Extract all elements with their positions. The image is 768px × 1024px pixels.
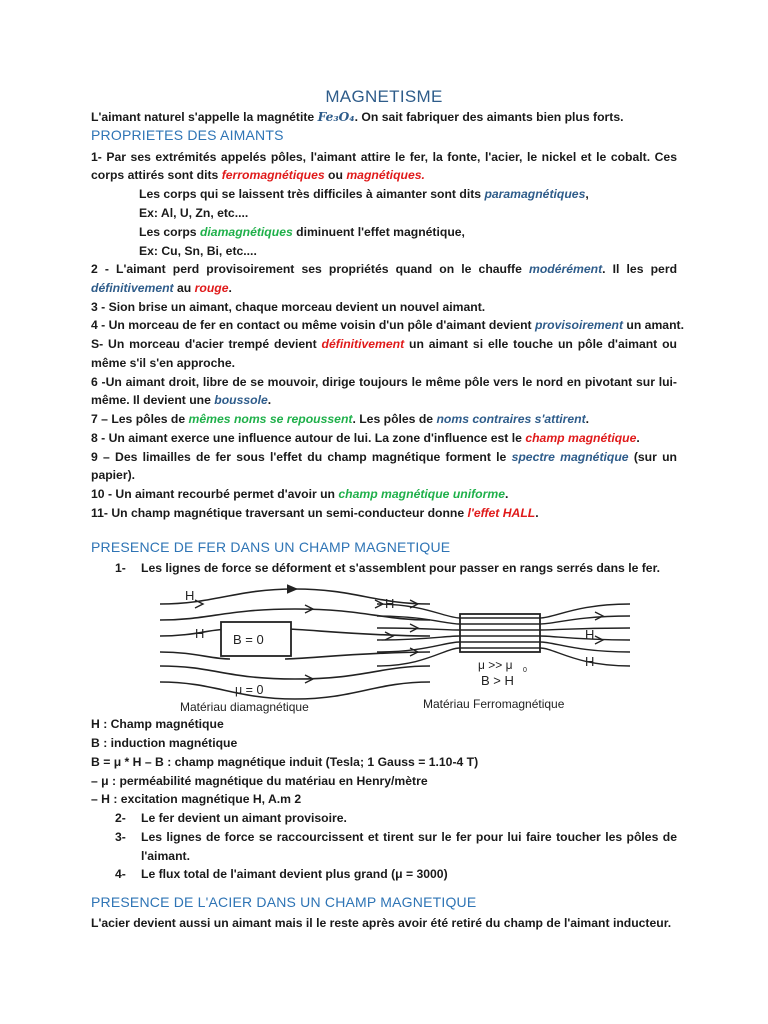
diamagnetic-box-label: B = 0 (233, 632, 264, 647)
diamagnetic-caption: Matériau diamagnétique (180, 700, 309, 714)
fer-item-3-line-a: 3- Les lignes de force se raccourcissent et tirent sur le fer pour lui faire toucher les pôles de (115, 830, 677, 844)
fer-item-3-line-b: l'aimant. (141, 849, 190, 863)
prop-7: 7 – Les pôles de mêmes noms se repoussent. Les pôles de noms contraires s'attirent. (91, 412, 590, 426)
prop-6-line-a: 6 -Un aimant droit, libre de se mouvoir, dirige toujours le même pôle vers le nord en pivotant sur lui- (91, 375, 677, 389)
prop-1-line-a: 1- Par ses extrémités appelés pôles, l'aimant attire le fer, la fonte, l'acier, le nickel et le cobalt. Ces (91, 150, 677, 164)
section-heading-fer: PRESENCE DE FER DANS UN CHAMP MAGNETIQUE (91, 539, 451, 555)
magnetic-field-figure (155, 584, 635, 716)
prop-11: 11- Un champ magnétique traversant un semi-conducteur donne l'effet HALL. (91, 506, 539, 520)
ferro-mu-subscript: 0 (523, 667, 527, 674)
prop-1-line-b: corps attirés sont dits ferromagnétiques ou magnétiques. (91, 168, 425, 182)
page-title: MAGNETISME (325, 87, 443, 106)
section-heading-proprietes: PROPRIETES DES AIMANTS (91, 127, 284, 143)
section-heading-acier: PRESENCE DE L'ACIER DANS UN CHAMP MAGNETIQUE (91, 894, 477, 910)
fer-item-1: 1- Les lignes de force se déforment et s'assemblent pour passer en rangs serrés dans le fer. (115, 561, 661, 575)
prop-1-line-f: Ex: Cu, Sn, Bi, etc.... (139, 244, 257, 258)
definition-b: B : induction magnétique (91, 736, 238, 750)
prop-6-line-b: même. Il devient une boussole. (91, 393, 272, 407)
prop-5-line-b: même s'il s'en approche. (91, 356, 235, 370)
fer-item-4: 4- Le flux total de l'aimant devient plus grand (μ = 3000) (115, 867, 448, 881)
prop-5-line-a: S- Un morceau d'acier trempé devient définitivement un aimant si elle touche un pôle d'aimant ou (91, 337, 677, 351)
prop-8: 8 - Un aimant exerce une influence autour de lui. La zone d'influence est le champ magnétique. (91, 431, 640, 445)
magnetite-formula: Fe₃O₄ (317, 110, 355, 124)
prop-3: 3 - Sion brise un aimant, chaque morceau devient un nouvel aimant. (91, 300, 486, 314)
prop-1-line-d: Ex: Al, U, Zn, etc.... (139, 206, 249, 220)
diamagnetic-mu-label: μ = 0 (235, 683, 264, 697)
ferro-h-label-1: H (385, 596, 395, 611)
definition-b-formula: B = μ * H – B : champ magnétique induit (Tesla; 1 Gauss = 1.10-4 T) (91, 755, 479, 769)
ferro-mu-label: μ >> μ (478, 658, 513, 672)
ferro-h-label-3: H (585, 654, 595, 669)
definition-mu: – μ : perméabilité magnétique du matériau en Henry/mètre (91, 774, 428, 788)
prop-4: 4 - Un morceau de fer en contact ou même voisin d'un pôle d'aimant devient provisoirement un amant. (91, 318, 684, 332)
acier-paragraph: L'acier devient aussi un aimant mais il le reste après avoir été retiré du champ de l'aimant inducteur. (91, 916, 672, 930)
prop-9-line-a: 9 – Des limailles de fer sous l'effet du champ magnétique forment le spectre magnétique (sur un (91, 450, 677, 464)
intro-line: L'aimant naturel s'appelle la magnétite Fe₃O₄. On sait fabriquer des aimants bien plus forts. (91, 110, 624, 124)
ferro-h-label-2: H (585, 627, 595, 642)
prop-1-line-c: Les corps qui se laissent très difficiles à aimanter sont dits paramagnétiques, (139, 187, 589, 201)
definition-h-excitation: – H : excitation magnétique H, A.m 2 (91, 792, 302, 806)
prop-2-line-a: 2 - L'aimant perd provisoirement ses propriétés quand on le chauffe modérément. Il les perd (91, 262, 678, 276)
fer-item-2: 2- Le fer devient un aimant provisoire. (115, 811, 347, 825)
prop-9-line-b: papier). (91, 468, 136, 482)
prop-1-line-e: Les corps diamagnétiques diminuent l'effet magnétique, (139, 225, 465, 239)
ferro-caption: Matériau Ferromagnétique (423, 697, 565, 711)
prop-10: 10 - Un aimant recourbé permet d'avoir un champ magnétique uniforme. (91, 487, 509, 501)
diamagnetic-h-label-1: H (185, 588, 195, 603)
ferro-b-label: B > H (481, 673, 514, 688)
prop-2-line-b: définitivement au rouge. (91, 281, 232, 295)
definition-h: H : Champ magnétique (91, 717, 224, 731)
diamagnetic-h-label-2: H (195, 626, 205, 641)
